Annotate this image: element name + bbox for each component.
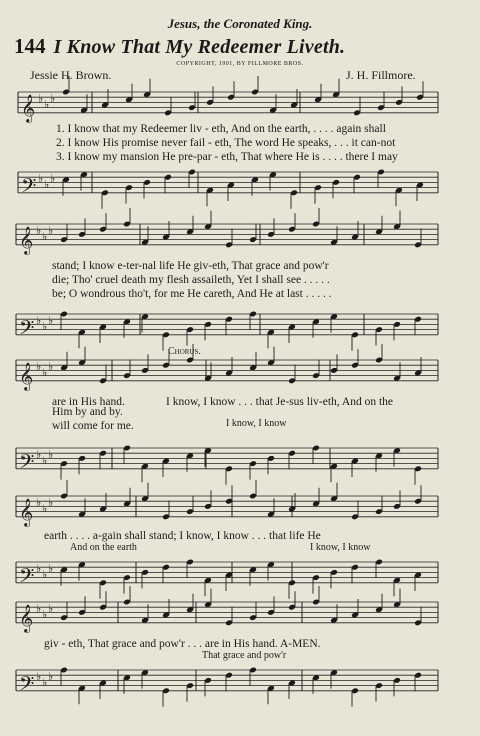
flat-icon: ♭ (50, 93, 56, 105)
flat-icon: ♭ (42, 569, 48, 581)
flat-icon: ♭ (36, 497, 42, 509)
flat-icon: ♭ (42, 503, 48, 515)
verse-2-line-3: Him by and by. (52, 406, 123, 418)
flat-icon: ♭ (42, 231, 48, 243)
chorus-line-2-lower-b: I know, I know (310, 542, 371, 553)
flat-icon: ♭ (42, 367, 48, 379)
verse-2-line-2: die; Tho' cruel death my flesh assaileth, Yet I shall see . . . . . (52, 274, 330, 286)
flat-icon: ♭ (48, 603, 54, 615)
flat-icon: ♭ (42, 677, 48, 689)
verse-1-line-1: 1. I know that my Redeemer liv - eth, And on the earth, . . . . again shall (56, 123, 386, 135)
bass-clef-icon: 𝄢 (19, 451, 35, 478)
flat-icon: ♭ (48, 671, 54, 683)
treble-clef-icon: 𝄞 (19, 499, 34, 526)
flat-icon: ♭ (44, 179, 50, 191)
chorus-line-3-lower: That grace and pow'r (202, 650, 287, 661)
flat-icon: ♭ (36, 361, 42, 373)
chorus-line-2-lower-a: And on the earth (70, 542, 137, 553)
treble-clef-icon: 𝄞 (19, 363, 34, 390)
flat-icon: ♭ (38, 93, 44, 105)
flat-icon: ♭ (36, 671, 42, 683)
flat-icon: ♭ (42, 609, 48, 621)
flat-icon: ♭ (48, 361, 54, 373)
flat-icon: ♭ (48, 563, 54, 575)
chorus-line-2: earth . . . . a-gain shall stand; I know, I know . . . that life He (44, 530, 321, 542)
flat-icon: ♭ (50, 173, 56, 185)
flat-icon: ♭ (36, 315, 42, 327)
bass-clef-icon: 𝄢 (21, 175, 37, 202)
author-credit: Jessie H. Brown. (30, 68, 112, 82)
flat-icon: ♭ (36, 225, 42, 237)
treble-clef-icon: 𝄞 (21, 95, 36, 122)
flat-icon: ♭ (48, 449, 54, 461)
hymn-title: I Know That My Redeemer Liveth. (53, 36, 346, 58)
flat-icon: ♭ (36, 449, 42, 461)
flat-icon: ♭ (48, 497, 54, 509)
flat-icon: ♭ (42, 321, 48, 333)
flat-icon: ♭ (48, 225, 54, 237)
bass-clef-icon: 𝄢 (19, 673, 35, 700)
chorus-line-3: giv - eth, That grace and pow'r . . . are in His hand. A-MEN. (44, 638, 321, 650)
chorus-label: Chorus. (168, 346, 201, 357)
verse-3-line-2: be; O wondrous tho't, for me He careth, And He at last . . . . . (52, 288, 332, 300)
bass-clef-icon: 𝄢 (19, 317, 35, 344)
hymn-number: 144 (14, 34, 46, 58)
flat-icon: ♭ (48, 315, 54, 327)
verse-3-line-3: will come for me. (52, 420, 134, 432)
chorus-line-1-lower: I know, I know (226, 418, 287, 429)
flat-icon: ♭ (42, 455, 48, 467)
verse-1-line-2: stand; I know e-ter-nal life He giv-eth, That grace and pow'r (52, 260, 329, 272)
chorus-line-1: I know, I know . . . that Je-sus liv-eth, And on the (166, 396, 393, 408)
flat-icon: ♭ (44, 99, 50, 111)
flat-icon: ♭ (36, 563, 42, 575)
bass-clef-icon: 𝄢 (19, 565, 35, 592)
verse-2-line-1: 2. I know His promise never fail - eth, The word He speaks, . . . it can-not (56, 137, 396, 149)
treble-clef-icon: 𝄞 (19, 605, 34, 632)
verse-1-line-3: are in His hand. (52, 396, 125, 408)
copyright-notice: COPYRIGHT, 1901, BY FILLMORE BROS. (176, 61, 304, 67)
verse-3-line-1: 3. I know my mansion He pre-par - eth, That where He is . . . . there I may (56, 151, 398, 163)
treble-clef-icon: 𝄞 (19, 227, 34, 254)
composer-credit: J. H. Fillmore. (346, 68, 416, 82)
running-title: Jesus, the Coronated King. (167, 16, 313, 31)
flat-icon: ♭ (36, 603, 42, 615)
flat-icon: ♭ (38, 173, 44, 185)
